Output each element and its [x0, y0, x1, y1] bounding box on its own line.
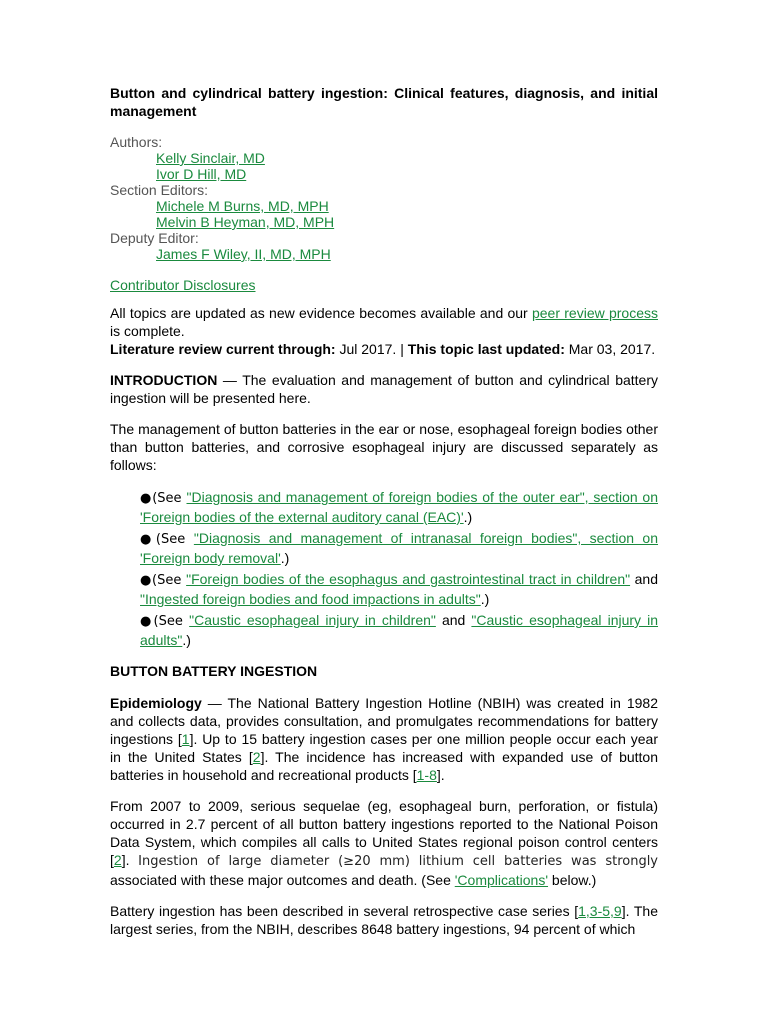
- deputy-editor-label: Deputy Editor:: [110, 230, 199, 246]
- list-item: [140, 529, 658, 567]
- topic-link[interactable]: "Foreign bodies of the esophagus and gastrointestinal tract in children": [186, 571, 631, 587]
- see-mid: and: [435, 612, 472, 628]
- body-text: Ingestion of large diameter (≥20 mm) lithium cell batteries was strongly: [138, 854, 659, 869]
- body-text: below.): [548, 872, 597, 888]
- epidemiology-paragraph: [110, 694, 658, 784]
- sequelae-paragraph: [110, 797, 658, 889]
- section-editors-label: Section Editors:: [110, 182, 209, 198]
- see-prefix: ●(See: [140, 573, 187, 588]
- topic-link[interactable]: "Ingested foreign bodies and food impactions in adults": [140, 591, 481, 607]
- see-prefix: ●(See: [140, 614, 190, 629]
- see-prefix: ●(See: [140, 532, 194, 547]
- see-suffix: .): [480, 591, 490, 607]
- contributor-disclosures-link[interactable]: Contributor Disclosures: [110, 277, 256, 293]
- list-item: [140, 570, 658, 608]
- see-mid: and: [630, 571, 658, 587]
- list-item: [140, 611, 658, 649]
- case-series-paragraph: [110, 902, 658, 938]
- complications-link[interactable]: 'Complications': [454, 872, 549, 888]
- body-text: From 2007 to 2009, serious sequelae (eg, esophageal burn, perforation, or fistula) occurred in 2.7 percent of all button battery ingestions reported to the National Poison Data System, which compiles all calls to United States regional poison control centers [: [110, 798, 658, 868]
- reference-link[interactable]: 1-8: [416, 767, 437, 783]
- body-text: — The National Battery Ingestion Hotline (NBIH) was created in 1982 and collects data, provides consultation, and promulgates recommendations for battery ingestions [: [110, 695, 658, 747]
- last-updated-value: Mar 03, 2017.: [564, 341, 656, 357]
- lit-review-value: Jul 2017. |: [335, 341, 408, 357]
- intro-heading: INTRODUCTION: [110, 372, 218, 388]
- topic-link[interactable]: "Diagnosis and management of foreign bodies of the outer ear", section on 'Foreign bodies of the external auditory canal (EAC)': [140, 489, 658, 525]
- reference-link[interactable]: 1,3-5,9: [578, 903, 622, 919]
- body-text: ]. The incidence has increased with expanded use of button batteries in household and recreational products [: [110, 749, 659, 783]
- body-text: ]. The largest series, from the NBIH, describes 8648 battery ingestions, 94 percent of which: [110, 903, 659, 937]
- see-also-list: [110, 488, 658, 649]
- section-heading: BUTTON BATTERY INGESTION: [110, 663, 318, 679]
- body-text: ]. Up to 15 battery ingestion cases per one million people occur each year in the United States [: [110, 731, 658, 765]
- review-dates: [110, 340, 658, 358]
- topic-link[interactable]: "Caustic esophageal injury in children": [189, 612, 436, 628]
- author-link[interactable]: Ivor D Hill, MD: [156, 166, 247, 182]
- reference-link[interactable]: 2: [252, 749, 261, 765]
- see-suffix: .): [463, 509, 473, 525]
- author-link[interactable]: Kelly Sinclair, MD: [156, 150, 265, 166]
- body-text: Battery ingestion has been described in several retrospective case series [: [110, 903, 579, 919]
- reference-link[interactable]: 1: [181, 731, 190, 747]
- list-item: [140, 488, 658, 526]
- reference-link[interactable]: 2: [113, 852, 122, 868]
- see-suffix: .): [280, 550, 290, 566]
- section-editor-link[interactable]: Melvin B Heyman, MD, MPH: [156, 214, 335, 230]
- intro-paragraph: [110, 371, 658, 407]
- epidemiology-label: Epidemiology: [110, 695, 202, 711]
- body-text: ].: [436, 767, 445, 783]
- see-suffix: .): [182, 632, 191, 648]
- lit-review-label: Literature review current through:: [110, 341, 336, 357]
- article-title: Button and cylindrical battery ingestion: Clinical features, diagnosis, and initial management: [110, 85, 658, 119]
- update-text: is complete.: [110, 323, 185, 339]
- update-text: All topics are updated as new evidence becomes available and our: [110, 305, 532, 321]
- see-prefix: ●(See: [140, 491, 187, 506]
- last-updated-label: This topic last updated:: [407, 341, 565, 357]
- section-editor-link[interactable]: Michele M Burns, MD, MPH: [156, 198, 329, 214]
- article-metadata: [110, 134, 658, 262]
- body-text: ].: [121, 852, 139, 868]
- body-text: associated with these major outcomes and death. (See: [110, 872, 455, 888]
- topic-link[interactable]: "Diagnosis and management of intranasal foreign bodies", section on 'Foreign body removal': [140, 530, 659, 566]
- update-notice: [110, 304, 658, 340]
- management-paragraph: The management of button batteries in the ear or nose, esophageal foreign bodies other than button batteries, and corrosive esophageal injury are discussed separately as follows:: [110, 421, 658, 473]
- authors-label: Authors:: [110, 134, 163, 150]
- deputy-editor-link[interactable]: James F Wiley, II, MD, MPH: [156, 246, 331, 262]
- peer-review-link[interactable]: peer review process: [531, 305, 658, 321]
- article-content: [110, 84, 658, 938]
- topic-link[interactable]: "Caustic esophageal injury in adults": [140, 612, 659, 648]
- intro-text: — The evaluation and management of button and cylindrical battery ingestion will be presented here.: [110, 372, 658, 406]
